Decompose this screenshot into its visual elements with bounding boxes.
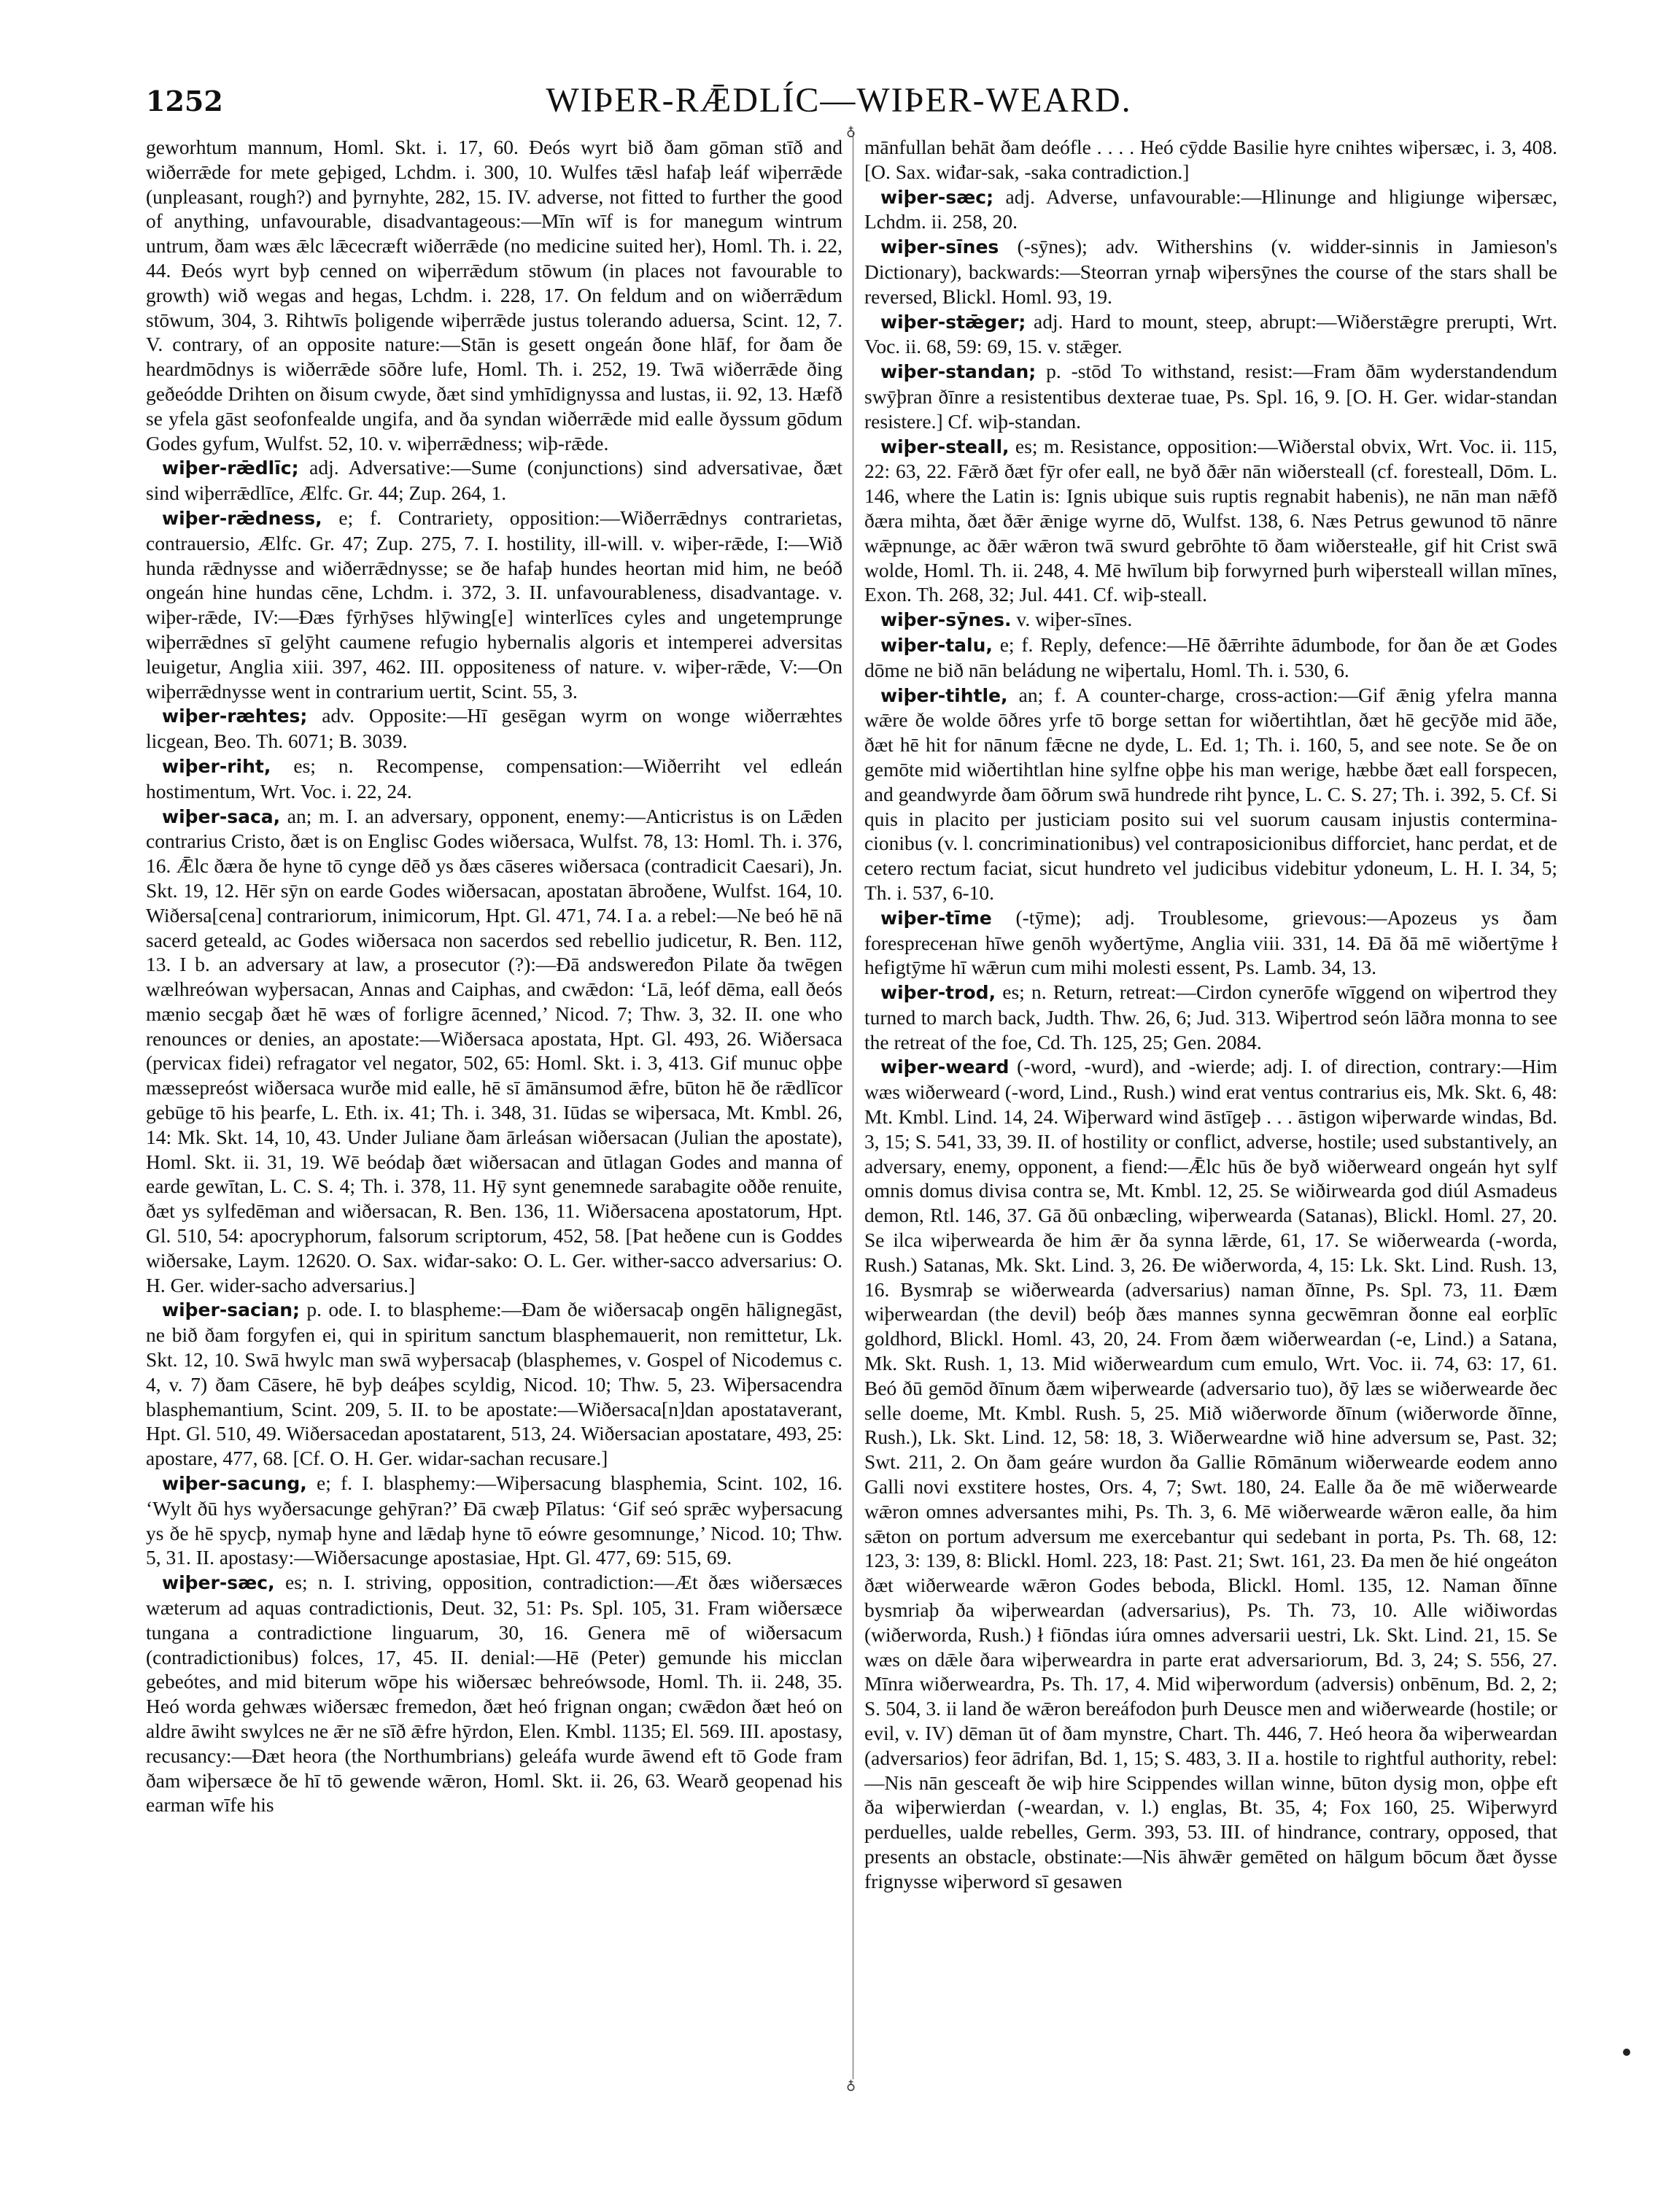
page-number: 1252: [146, 85, 223, 117]
dictionary-entry: [864, 185, 1557, 235]
entry-headword: wiþer-trod,: [880, 982, 996, 1004]
right-column: [864, 135, 1557, 2090]
entry-headword: wiþer-saca,: [162, 805, 281, 827]
dictionary-entry: [146, 1471, 842, 1570]
dictionary-entry: [864, 607, 1557, 633]
entry-headword: wiþer-sæc,: [162, 1572, 275, 1594]
dictionary-entry: [864, 234, 1557, 309]
left-column: [146, 135, 842, 2090]
entry-headword-wrap: [880, 185, 993, 208]
dictionary-entry: [146, 1297, 842, 1471]
entry-headword: wiþer-rǣdlīc;: [162, 457, 299, 479]
entry-body: p. ode. I. to blaspheme:—Ðam ðe wiðersacaþ ongēn hālignegāst, ne bið ðam forgyfen ei, qui in spiritum sanctum blasphemauerit, non remittetur, Lk. Skt. 12, 10. Swā hwylc man swā wyþersacaþ (blasphemes, v. Gospel of Nicodemus c. 4, v. 7) ðam Cāsere, hē byþ deáþes scyldig, Nicod. 10; Thw. 5, 23. Wiþersacendra blasphemantium, Scint. 209, 5. II. to be apostate:—Wiðersaca[n]dan apostataverant, Hpt. Gl. 510, 49. Wiðersacedan apostatarent, 513, 24. Wiðersacian apostatare, 493, 25: apostare, 477, 68. [Cf. O. H. Ger. widar-sachan recusare.]: [146, 1298, 842, 1470]
entry-headword: wiþer-stǣger;: [880, 311, 1026, 333]
entry-body: es; n. I. striving, opposition, contradiction:—Æt ðæs wiðersæces wæterum ad aquas contradictionis, Deut. 32, 51: Ps. Spl. 105, 31. Fram wiðersæce tungana a contradictione linguarum, 30, 16. Genera mē of wiðersacum (contradictionibus) folces, 17, 45. II. denial:—Hē (Peter) gemunde his micclan gebeótes, and mid biterum wōpe his wiðersæc behreówsode, Homl. Th. ii. 248, 35. Heó worda gehwæs wiðersæc fremedon, ðæt heó frignan ongan; cwǣdon ðæt heó on aldre āwiht swylces ne ǣr ne sīð ǣfre hȳrdon, Elen. Kmbl. 1135; El. 569. III. apostasy, recusancy:—Ðæt heora (the Northumbrians) geleáfa wurde āwend eft tō Gode fram ðam wiþersæce ðe hī tō gewende wǣron, Homl. Skt. ii. 26, 63. Wearð geopenad his earman wīfe his: [146, 1571, 842, 1817]
dictionary-entry: [864, 1054, 1557, 1893]
entry-headword-wrap: [880, 310, 1026, 333]
page-header: [146, 80, 1532, 131]
dictionary-entry: [864, 135, 1557, 185]
entry-headword: wiþer-tihtle,: [880, 684, 1008, 706]
entry-body: (-sȳnes); adv. Withershins (v. widder-sinnis in Jamieson's Dictionary), backwards:—Steorran yrnaþ wiþersȳnes the course of the stars shall be reversed, Blickl. Homl. 93, 19.: [864, 235, 1557, 308]
column-ornament-bottom: ♁: [846, 2078, 856, 2093]
dictionary-entry: [864, 633, 1557, 683]
entry-headword-wrap: [880, 981, 996, 1003]
entry-headword-wrap: [880, 435, 1010, 457]
entry-body: adj. Adverse, unfavourable:—Hlinunge and hligiunge wiþersæc, Lchdm. ii. 258, 20.: [864, 185, 1557, 233]
entry-headword: wiþer-tīme: [880, 907, 992, 929]
entry-body: adv. Opposite:—Hī gesēgan wyrm on wonge wiðerræhtes licgean, Beo. Th. 6071; B. 3039.: [146, 704, 842, 753]
entry-body: (-tȳme); adj. Troublesome, grievous:—Apozeus ys ðam forespreceнan hīwe genōh wyðertȳme, Anglia viii. 331, 14. Ðā ðā mē wiðertȳme ł hefigtȳme hī wǣrun cum mihi molesti essent, Ps. Lamb. 34, 13.: [864, 905, 1557, 979]
entry-headword: wiþer-riht,: [162, 755, 271, 777]
entry-headword-wrap: [880, 906, 992, 929]
entry-body: (-word, -wurd), and -wierde; adj. I. of direction, contrary:—Him wæs wiðerweard (-word, Lind., Rush.) wind erat ventus contrarius eis, Mk. Skt. 6, 48: Mt. Kmbl. Lind. 14, 24. Wiþerward wind āstīgeþ . . . āstigon wiþerwarde windas, Bd. 3, 15; S. 541, 33, 39. II. of hostility or conflict, adverse, hostile; used substantively, an adversary, enemy, opponent, a fiend:—Ǣlc hūs ðe byð wiðerweard ongeán hyt sylf omnis domus divisa contra se, Mt. Kmbl. 12, 25. Se wiðirwearda god diúl Asmadeus demon, Rtl. 146, 37. Gā ðū onbæcling, wiþerwearda (Satanas), Blickl. Homl. 27, 20. Se ilca wiþerwearda ðe him ǣr ða synna lǣrde, 61, 17. Se wiðerwearda (-worda, Rush.) Satanas, Mk. Skt. Lind. 3, 26. Ðe wiðerworda, 4, 15: Lk. Skt. Lind. Rush. 13, 16. Bysmraþ se wiðerwearda (adversarius) naman ðīnne, Ps. Spl. 73, 11. Ðæm wiþerweardan (the devil) beóþ ðæs mannes synna gecwēmran ðonne eal eorþlīc goldhord, Blickl. Homl. 43, 20, 24. From ðæm wiðerweardan (-e, Lind.) a Satana, Mk. Skt. Rush. 1, 13. Mid wiðerweardum cum emulo, Wrt. Voc. ii. 74, 63: 17, 61. Beó ðū gemōd ðīnum ðæm wiþerwearde (adversario tuo), ðȳ læs se wiðerwearde ðec selle doeme, Mt. Kmbl. Rush. 5, 25. Mið wiðerworde ðīnum (wiðerworde ðīnne, Rush.), Lk. Skt. Lind. 12, 58: 18, 3. Wiðerweardne wið hine adversum se, Past. 32; Swt. 211, 2. On ðam geáre wurdon ða Gallie Rōmānum wiðerwearde eodem anno Galli novi exstitere hostes, Ors. 4, 7; Swt. 180, 24. Ealle ða ðe mē wiðerwearde wǣron omnes adversantes mihi, Ps. Th. 3, 6. Mē wiðerwearde wǣron ealle, ða him sǣton on portum adversum me exercebantur qui sedebant in porta, Ps. Th. 68, 12: 123, 3: 139, 8: Blickl. Homl. 223, 18: Past. 21; Swt. 161, 23. Ða men ðe hié ongeáton ðæt wiðerwearde wǣron Godes beboda, Blickl. Homl. 135, 12. Naman ðīnne bysmriaþ ða wiþerweardan (adversarius), Ps. Th. 73, 10. Alle wiðiwordas (wiðerworda, Rush.) ł fiōndas iúra omnes adversarii uestri, Lk. Skt. Lind. 21, 15. Se wæs on dǣle ðara wiþerweardra in parte erat adversariorum, Bd. 3, 24; S. 556, 27. Mīnra wiðerweardra, Ps. Th. 17, 4. Mid wiþerwordum (adversis) onbēnum, Bd. 2, 2; S. 504, 3. ii land ðe wǣron bereáfodon þurh Deusce men and wiðerwearde (hostile; or evil, v. IV) dēman ūt of ðam mynstre, Chart. Th. 446, 7. Heó heora ða wiþerweardan (adversarios) feor ādrifan, Bd. 1, 15; S. 483, 3. II a. hostile to rightful authority, rebel:—Nis nān gesceaft ðe wiþ hire Scippendes willan winne, būton dysig mon, oþþe eft ða wiþerwierdan (-weardan, v. l.) englas, Bt. 35, 4; Fox 160, 25. Wiþerwyrd perduelles, ualde rebelles, Germ. 393, 53. III. of hindrance, contrary, opposed, that presents an obstacle, obstinate:—Nis āhwǣr gemēted on hālgum bōcum ðæt ðysse frignysse wiþerword sī gesawen: [864, 1055, 1557, 1892]
dictionary-entry: [146, 1570, 842, 1817]
dictionary-entry: [864, 980, 1557, 1054]
entry-body: an; m. I. an adversary, opponent, enemy:—Anticristus is on Lǣden contrarius Cristo, ðæt is on Englisc Godes wiðersaca, Wulfst. 78, 13: Homl. Th. i. 376, 16. Ǣlc ðæra ðe hyne tō cynge dēð ys ðæs cāseres wiðersaca (contradicit Caesari), Jn. Skt. 19, 12. Hēr sȳn on earde Godes wiðersacan, apostatan ābroðene, Wulfst. 164, 10. Wiðersa[cena] contrariorum, inimicorum, Hpt. Gl. 471, 74. I a. a rebel:—Ne beó hē nā sacerd geteald, ac Godes wiðersaca non sacerdos sed rebellio judicetur, R. Ben. 112, 13. I b. an adversary at law, a prosecutor (?):—Ðā andsweređon Pilate ða twēgen wælhreówan wyþersacan, Annas and Caiphas, and cwǣdon: ‘Lā, leóf dēma, eall ðeós mænio secgaþ ðæt hē wæs of forligre ācenned,’ Nicod. 7; Thw. 3, 32. II. one who renounces or denies, an apostate:—Wiðersaca apostata, Hpt. Gl. 493, 26. Wiðersaca (pervicax fidei) refragator vel negator, 502, 65: Homl. Skt. i. 3, 413. Gif munuc oþþe mæssepreóst wiðersaca wurðe mid ealle, hē sī āmānsumod ǣfre, būton hē ðe rǣdlīcor gebūge tō his þearfe, L. Eth. ix. 41; Th. i. 348, 31. Iūdas se wiþersaca, Mt. Kmbl. 26, 14: Mk. Skt. 14, 10, 43. Under Juliane ðam ārleásan wiðersacan (Julian the apostate), Homl. Skt. ii. 31, 19. Wē beódaþ ðæt wiðersacan and ūtlagan Godes and manna of earde gewītan, L. C. S. 4; Th. i. 378, 11. Hȳ synt genemnede sarabagite oððe renuite, ðæt ys sylfedēman and wiðersacan, R. Ben. 136, 11. Wiðersacena apostatorum, Hpt. Gl. 510, 54: apocryphorum, falsorum scriptorum, 452, 58. [Þat heðene cun is Goddes wiðersake, Laym. 12620. O. Sax. wiđar-sako: O. L. Ger. wither-sacco adversarius: O. H. Ger. wider-sacho adversarius.]: [146, 804, 842, 1296]
column-ornament-top: ♁: [846, 124, 856, 139]
dictionary-entry: [864, 905, 1557, 980]
dictionary-entry: [146, 135, 842, 455]
entry-body: e; f. Contrariety, opposition:—Wiðerrǣdnys contrarietas, contrauersio, Ælfc. Gr. 47; Zup. 275, 7. I. hostility, ill-will. v. wiþer-rǣde, I:—Wið hunda rǣdnysse and wiðerrǣdnysse; se ðe hafaþ hundes heortan mid him, ne beóð ongeán hine hundas cēne, Lchdm. i. 372, 3. II. unfavourableness, disadvantage. v. wiþer-rǣde, IV:—Ðæs fȳrhȳses hlȳwing[e] winterlīces cyles and ungetemprunge wiþerrǣdnes sī gelȳht caumene refugio hybernalis algoris et intemperei adversitas leuigetur, Anglia xiii. 397, 462. III. oppositeness of nature. v. wiþer-rǣde, V:—On wiþerrǣdnysse went in contrarium uertit, Scint. 55, 3.: [146, 506, 842, 703]
entry-body: e; f. I. blasphemy:—Wiþersacung blasphemia, Scint. 102, 16. ‘Wylt ðū hys wyðersacunge gehȳran?’ Ðā cwæþ Pīlatus: ‘Gif seó sprǣc wyþersacung ys ðe hē spycþ, nymaþ hyne and lǣdaþ hyne tō eówre gesomnunge,’ Nicod. 10; Thw. 5, 31. II. apostasy:—Wiðersacunge apostasiae, Hpt. Gl. 477, 69: 515, 69.: [146, 1472, 842, 1569]
entry-headword: wiþer-talu,: [880, 634, 993, 656]
entry-headword: wiþer-sacian;: [162, 1299, 301, 1321]
entry-headword-wrap: [162, 456, 299, 479]
entry-headword-wrap: [880, 360, 1036, 382]
entry-body: adj. Hard to mount, steep, abrupt:—Wiðerstǣgre prerupti, Wrt. Voc. ii. 68, 59: 69, 15. v. stǣger.: [864, 309, 1557, 358]
entry-headword-wrap: [162, 506, 322, 529]
entry-headword: wiþer-sæc;: [880, 186, 994, 208]
dictionary-entry: [146, 703, 842, 754]
dictionary-entry: [864, 359, 1557, 433]
entry-headword-wrap: [162, 704, 307, 727]
entry-body: an; f. A counter-charge, cross-action:—Gif ǣnig yfelra manna wǣre ðe wolde ōðres yrfe tō borge settan for wiðertihtlan, ðæt hē gecȳðe mid āðe, ðæt hē hit for nānum fǣcne ne dyde, L. Ed. 1; Th. i. 160, 5, and see note. Se ðe on gemōte mid wiðertihtlan hine sylfne oþþe his man werige, hæbbe ðæt eall forspecen, and geandwyrde ðam ōðrum swā hundrede riht þynce, L. C. S. 27; Th. i. 392, 5. Cf. Si quis in placito per justiciam posito sui vel suorum causam injustis contermina-cionibus (v. l. concriminationibus) vel contraposicionibus difforciet, hanc perdat, et de cetero rectum faciat, sicut hundreto vel judicibus videbitur ydoneum, L. H. I. 34, 5; Th. i. 537, 6-10.: [864, 683, 1557, 904]
entry-headword-wrap: [880, 684, 1008, 706]
entry-headword-wrap: [880, 608, 1012, 630]
entry-headword: wiþer-weard: [880, 1056, 1010, 1078]
dictionary-entry: [146, 455, 842, 506]
dictionary-entry: [864, 309, 1557, 360]
entry-body: e; f. Reply, defence:—Hē ðǣrrihte ādumbode, for ðan ðe æt Godes dōme ne bið nān beládung ne wiþertalu, Homl. Th. i. 530, 6.: [864, 633, 1557, 681]
entry-body: v. wiþer-sīnes.: [1011, 608, 1133, 631]
entry-headword-wrap: [162, 1571, 275, 1593]
entry-headword: wiþer-sīnes: [880, 236, 999, 258]
entry-headword: wiþer-sȳnes.: [880, 609, 1012, 631]
entry-headword: wiþer-standan;: [880, 361, 1037, 383]
dictionary-entry: [146, 754, 842, 804]
dictionary-entry: [864, 683, 1557, 905]
dictionary-entry: [864, 434, 1557, 608]
entry-headword-wrap: [880, 633, 993, 656]
entry-body: es; m. Resistance, opposition:—Wiðerstal obvix, Wrt. Voc. ii. 115, 22: 63, 22. Fǣrð ðæt fȳr ofer eall, ne byð ðǣr nān wiðersteall (cf. foresteall, Dōm. L. 146, where the Latin is: Ignis ubique suis ruptis regnabit habenis), ne nān man nǣfð ðæra mihta, ðæt ðǣr ǣnige wyrne dō, Wulfst. 138, 6. Næs Petrus gewunod tō nānre wǣpnunge, ac ðǣr wǣron twā swurd gebrōhte tō ðam wiðersteałle, gif hit Crist swā wolde, Homl. Th. ii. 248, 4. Mē hwīlum biþ forwyrned þurh wiþersteall willan mīnes, Exon. Th. 268, 32; Jul. 441. Cf. wiþ-steall.: [864, 434, 1557, 606]
entry-headword-wrap: [162, 805, 280, 827]
entry-headword: wiþer-steall,: [880, 436, 1010, 457]
entry-body: es; n. Recompense, compensation:—Wiðerriht vel edleán hostimentum, Wrt. Voc. i. 22, 24.: [146, 754, 842, 803]
running-head: WIÞER-RǢDLÍC—WIÞER-WEARD.: [546, 81, 1132, 120]
entry-headword: wiþer-rǣdness,: [162, 507, 322, 529]
entry-body: adj. Adversative:—Sume (conjunctions) sind adversativae, ðæt sind wiþerrǣdlīce, Ælfc. Gr. 44; Zup. 264, 1.: [146, 456, 842, 505]
entry-headword-wrap: [880, 1055, 1009, 1078]
entry-headword-wrap: [162, 1298, 300, 1320]
entry-body: mānfullan behāt ðam deófle . . . . Heó cȳdde Basilie hyre cnihtes wiþersæc, i. 3, 408. [O. Sax. wiđar-sak, -saka contradiction.]: [864, 136, 1557, 183]
entry-body: es; n. Return, retreat:—Cirdon cynerōfe wīggend on wiþertrod they turned to march back, Judth. Thw. 26, 6; Jud. 313. Wiþertrod seón lāðra monna to see the retreat of the foe, Cd. Th. 125, 25; Gen. 2084.: [864, 981, 1557, 1053]
entry-headword-wrap: [162, 754, 271, 777]
dictionary-entry: [146, 506, 842, 703]
entry-headword-wrap: [880, 235, 999, 258]
entry-body: p. -stōd To withstand, resist:—Fram ðām wyderstandendum swȳþran ðīnre a resistentibus dexterae tuae, Ps. Spl. 16, 9. [O. H. Ger. widar-standan resistere.] Cf. wiþ-standan.: [864, 360, 1557, 433]
dictionary-entry: [146, 804, 842, 1298]
entry-headword-wrap: [162, 1472, 307, 1494]
entry-headword: wiþer-ræhtes;: [162, 705, 308, 727]
entry-headword: wiþer-sacung,: [162, 1473, 307, 1495]
entry-body: geworhtum mannum, Homl. Skt. i. 17, 60. Ðeós wyrt bið ðam gōman stīð and wiðerrǣde for mete geþiged, Lchdm. i. 300, 10. Wulfes tǣsl hafaþ leáf wiþerrǣde (unpleasant, rough?) and þyrnyhte, 282, 15. IV. adverse, not fitted to further the good of anything, unfavourable, disadvantageous:—Mīn wīf is for manegum wintrum untrum, ðam wæs ǣlc lǣcecræft wiðerrǣde (no medicine suited her), Homl. Th. i. 22, 44. Ðeós wyrt byþ cenned on wiþerrǣdum stōwum (in places not favourable to growth) wið wegas and hegas, Lchdm. i. 228, 17. On feldum and on wiðerrǣdum stōwum, 304, 3. Rihtwīs þoligende wiþerrǣde justus tolerando aduersa, Scint. 12, 7. V. contrary, of an opposite nature:—Stān is gesett ongeán ðone hlāf, for ðam ðe heardmōdnys is wiðerrǣde sōðre lufe, Homl. Th. i. 252, 19. Twā wiðerrǣde ðing geðeódde Drihten on ðisum cwyde, ðæt sind ymhīdignyssa and lustas, ii. 92, 13. Hæfð se yfela gāst seofonfealde ungifa, and ða syndan wiðerrǣde mid ealle ðyssum gōdum Godes gyfum, Wulfst. 52, 10. v. wiþerrǣdness; wiþ-rǣde.: [146, 136, 842, 455]
stray-mark: [1623, 2049, 1630, 2056]
